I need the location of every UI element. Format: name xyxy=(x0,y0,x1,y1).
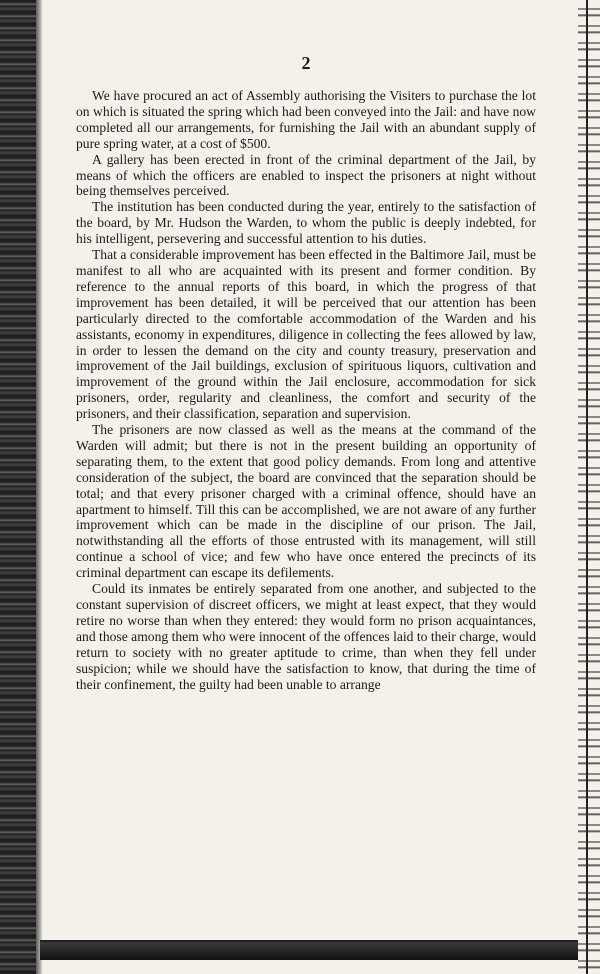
paragraph-water-supply: We have procured an act of Assembly authorising the Visiters to purchase the lot on which is situated the spring which had been conveyed into the Jail: and have now completed all our arrangements, for furnishing the Jail with an abundant supply of pure spring water, at a cost of $500. xyxy=(76,88,536,151)
paragraph-separation: Could its inmates be entirely separated from one another, and subjected to the constant supervision of discreet officers, we might at least expect, that they would retire no worse than when they entered: they would form no prison acquaintances, and those among them who were innocent of the offences laid to their charge, would return to society with no greater aptitude to crime, than when they fell under suspicion; while we should have the satisfaction to know, that during the time of their confinement, the guilty had been unable to arrange xyxy=(76,581,536,692)
page-bottom-edge xyxy=(40,940,578,960)
paragraph-gallery: A gallery has been erected in front of the criminal department of the Jail, by means of which the officers are enabled to inspect the prisoners at night without being themselves perceived. xyxy=(76,151,536,199)
book-binding-left xyxy=(0,0,36,974)
paragraph-classification: The prisoners are now classed as well as the means at the command of the Warden will admit; but there is not in the present building an opportunity of separating them, to the extent that good policy demands. From long and attentive consideration of the subject, the board are convinced that the separation should be total; and that every prisoner charged with a criminal offence, should have an apartment to himself. Till this can be accomplished, we are not aware of any further improvement which can be made in the discipline of our prison. The Jail, notwithstanding all the efforts of those entrusted with its management, will still continue a school of vice; and few who have once entered the precincts of its criminal department can escape its defilements. xyxy=(76,422,536,581)
book-binding-right xyxy=(578,0,600,974)
paragraph-warden: The institution has been conducted during the year, entirely to the satisfaction of the board, by Mr. Hudson the Warden, to whom the public is deeply indebted, for his intelligent, persevering and successful attention to his duties. xyxy=(76,199,536,247)
paragraph-improvement: That a considerable improvement has been effected in the Baltimore Jail, must be manifest to all who are acquainted with its present and former condition. By reference to the annual reports of this board, in which the progress of that improvement has been detailed, it will be perceived that our attention has been particularly directed to the comfortable accommodation of the Warden and his assistants, economy in expenditures, diligence in collecting the fees allowed by law, in order to lessen the demand on the city and county treasury, preservation and improvement of the Jail buildings, exclusion of spirituous liquors, cultivation and improvement of the ground within the Jail enclosure, accommodation for sick prisoners, order, regularity and cleanliness, the comfort and security of the prisoners, and their classification, separation and supervision. xyxy=(76,247,536,422)
document-page xyxy=(76,52,536,692)
page-number: 2 xyxy=(301,53,311,73)
